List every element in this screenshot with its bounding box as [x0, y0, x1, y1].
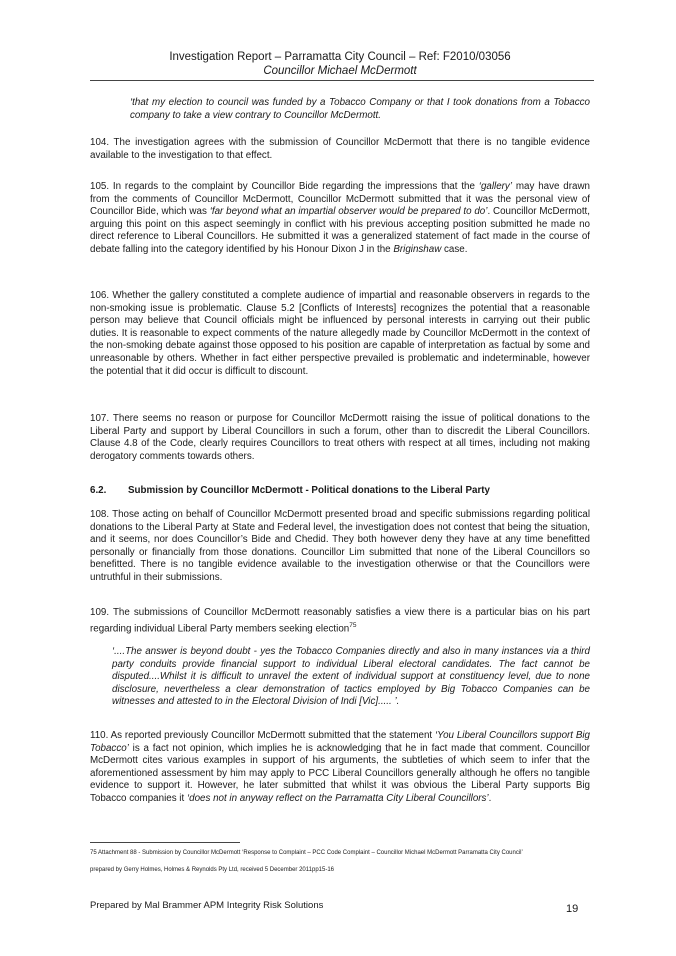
section-number: 6.2. — [90, 485, 107, 496]
section-title: Submission by Councillor McDermott - Political donations to the Liberal Party — [128, 485, 490, 496]
paragraph-106: 106. Whether the gallery constituted a complete audience of impartial and reasonable observers in regards to the non-smoking issue is problematic. Clause 5.2 [Conflicts of Interests] recognizes the potential that a reasonable person may believe that Council officials might be influenced by personal interests in carrying out their public duties. It is reasonable to expect comments of the nature allegedly made by Councillor McDermott in the context of the non-smoking debate against those opposed to his position are capable of interpretation as factual by some and unreasonable by others. Whether in fact either perspective prevailed is problematic and indeterminable, however the potential that it did occur is difficult to discount. — [90, 290, 590, 377]
paragraph-109: 109. The submissions of Councillor McDermott reasonably satisfies a view there is a particular bias on his part regarding individual Liberal Party members seeking election$^{75}$ — [90, 607, 590, 634]
quote-block-1: ‘that my election to council was funded by a Tobacco Company or that I took donations from a Tobacco company to take a view contrary to Councillor McDermott. — [130, 97, 590, 121]
paragraph-110: 110. As reported previously Councillor McDermott submitted that the statement ‘You Liberal Councillors support Big Tobacco’ is a fact not opinion, which implies he is acknowledging that he in fact made that comment. Councillor McDermott cites various examples in support of his arguments, the subtleties of which seem to infer that the aforementioned assessment by him may apply to PCC Liberal Councillors generally although he offers no tangible evidence to support it. However, he later submitted that whilst it was obvious the Liberal Party supports Big Tobacco companies it ‘does not in anyway reflect on the Parramatta City Liberal Councillors’. — [90, 730, 590, 804]
header-subtitle: Councillor Michael McDermott — [263, 65, 417, 77]
footer-prepared-by: Prepared by Mal Brammer APM Integrity Risk Solutions — [90, 900, 324, 911]
footnote-reference: 75 — [349, 621, 357, 629]
footnote-rule — [90, 842, 240, 843]
page-header — [90, 50, 590, 78]
paragraph-104: 104. The investigation agrees with the submission of Councillor McDermott that there is no tangible evidence available to the investigation to that effect. — [90, 137, 590, 161]
page-number: 19 — [566, 903, 579, 915]
paragraph-108: 108. Those acting on behalf of Councillor McDermott presented broad and specific submissions regarding political donations to the Liberal Party at State and Federal level, the investigation does not contest that being the situation, and it seems, nor does Councillor’s Bide and Chedid. They both however deny they have at any time benefitted personally or financially from those donations. Councillor Lim submitted that none of the Liberal Councillors so benefitted. There is no tangible evidence available to the investigation otherwise or that the Councillors were untruthful in their submissions. — [90, 509, 590, 583]
header-rule — [90, 80, 594, 81]
footnote-line-1: 75 Attachment 88 - Submission by Councillor McDermott ‘Response to Complaint – PCC Code Complaint – Councillor Michael McDermott Parramatta City Council’ — [90, 850, 523, 856]
header-title: Investigation Report – Parramatta City Council – Ref: F2010/03056 — [169, 51, 511, 63]
paragraph-107: 107. There seems no reason or purpose for Councillor McDermott raising the issue of political donations to the Liberal Party and support by Liberal Councillors in such a forum, other than to discredit the Liberal Councillors. Clause 4.8 of the Code, clearly requires Councillors to treat others with respect at all times, including not making derogatory comments towards others. — [90, 413, 590, 462]
section-heading — [90, 485, 490, 496]
quote-block-2: ‘....The answer is beyond doubt - yes the Tobacco Companies directly and also in many instances via a third party conduits provide financial support to individual Liberal electoral candidates. The fact cannot be disputed....Whilst it is difficult to unravel the extent of individual support at constituency level, due to none disclosure, nevertheless a clear demonstration of tactics employed by Big Tobacco Companies can be witnesses and attested to in the Electoral Division of Indi [Vic]..... ’. — [112, 646, 590, 708]
footnote-line-2: prepared by Gerry Holmes, Holmes & Reynolds Pty Ltd, received 5 December 2011pp15-16 — [90, 867, 335, 873]
paragraph-105: 105. In regards to the complaint by Councillor Bide regarding the impressions that the ‘gallery’ may have drawn from the comments of Councillor McDermott, Councillor McDermott submitted that it was the personal view of Councillor Bide, which was ‘far beyond what an impartial observer would be prepared to do’. Councillor McDermott, arguing this point on this aspect seemingly in conflict with his previous accepting position submitted he made no direct reference to Liberal Councillors. He submitted it was a generalized statement of fact made in the course of debate falling into the category identified by his Honour Dixon J in the Briginshaw case. — [90, 181, 591, 255]
